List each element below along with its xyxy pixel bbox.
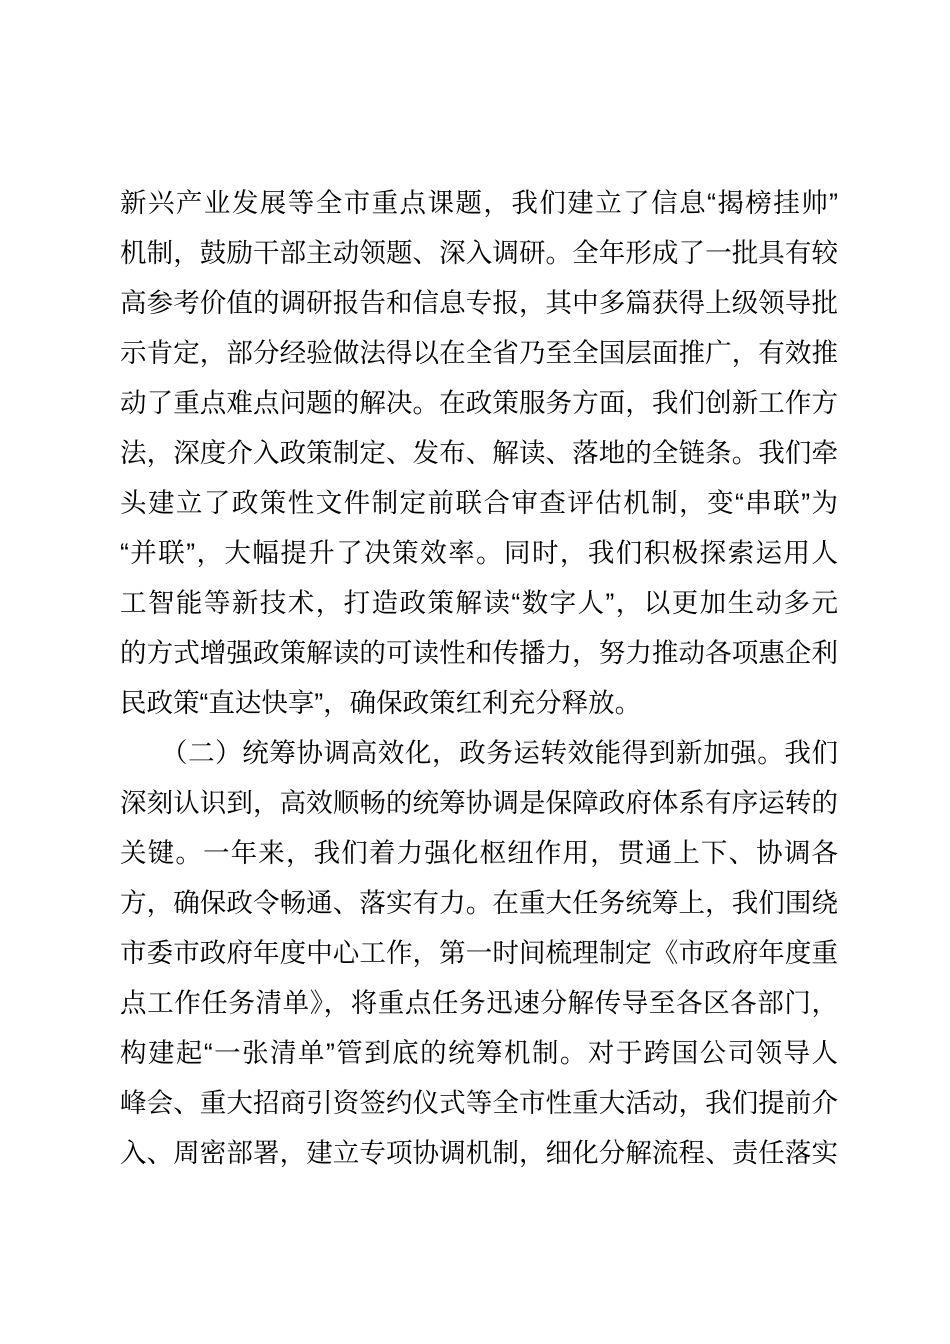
text-line: 深刻认识到，高效顺畅的统筹协调是保障政府体系有序运转的 — [120, 788, 838, 818]
text-line: 方，确保政令畅通、落实有力。在重大任务统筹上，我们围绕 — [120, 888, 838, 918]
text-line: 高参考价值的调研报告和信息专报，其中多篇获得上级领导批 — [120, 288, 838, 318]
text-line: 示肯定，部分经验做法得以在全省乃至全国层面推广，有效推 — [120, 338, 838, 368]
text-line: 关键。一年来，我们着力强化枢纽作用，贯通上下、协调各 — [120, 838, 838, 868]
text-line: 市委市政府年度中心工作，第一时间梳理制定《市政府年度重 — [120, 938, 838, 968]
text-line: “并联”，大幅提升了决策效率。同时，我们积极探索运用人 — [120, 538, 838, 568]
text-line: 头建立了政策性文件制定前联合审查评估机制，变“串联”为 — [120, 488, 838, 518]
text-line: 峰会、重大招商引资签约仪式等全市性重大活动，我们提前介 — [120, 1088, 838, 1118]
text-line: 点工作任务清单》，将重点任务迅速分解传导至各区各部门， — [120, 988, 838, 1018]
text-line-paragraph-end: 民政策“直达快享”，确保政策红利充分释放。 — [120, 688, 642, 718]
text-line: 工智能等新技术，打造政策解读“数字人”，以更加生动多元 — [120, 588, 838, 618]
text-line: 动了重点难点问题的解决。在政策服务方面，我们创新工作方 — [120, 388, 838, 418]
text-line: 的方式增强政策解读的可读性和传播力，努力推动各项惠企利 — [120, 638, 838, 668]
text-line: 入、周密部署，建立专项协调机制，细化分解流程、责任落实 — [120, 1138, 838, 1168]
text-line: 构建起“一张清单”管到底的统筹机制。对于跨国公司领导人 — [120, 1038, 838, 1068]
text-line-paragraph-start: （二）统筹协调高效化，政务运转效能得到新加强。我们 — [120, 738, 838, 768]
text-line: 法，深度介入政策制定、发布、解读、落地的全链条。我们牵 — [120, 438, 838, 468]
text-line: 新兴产业发展等全市重点课题，我们建立了信息“揭榜挂帅” — [120, 188, 838, 218]
text-line: 机制，鼓励干部主动领题、深入调研。全年形成了一批具有较 — [120, 238, 838, 268]
document-text-block — [120, 178, 838, 1178]
